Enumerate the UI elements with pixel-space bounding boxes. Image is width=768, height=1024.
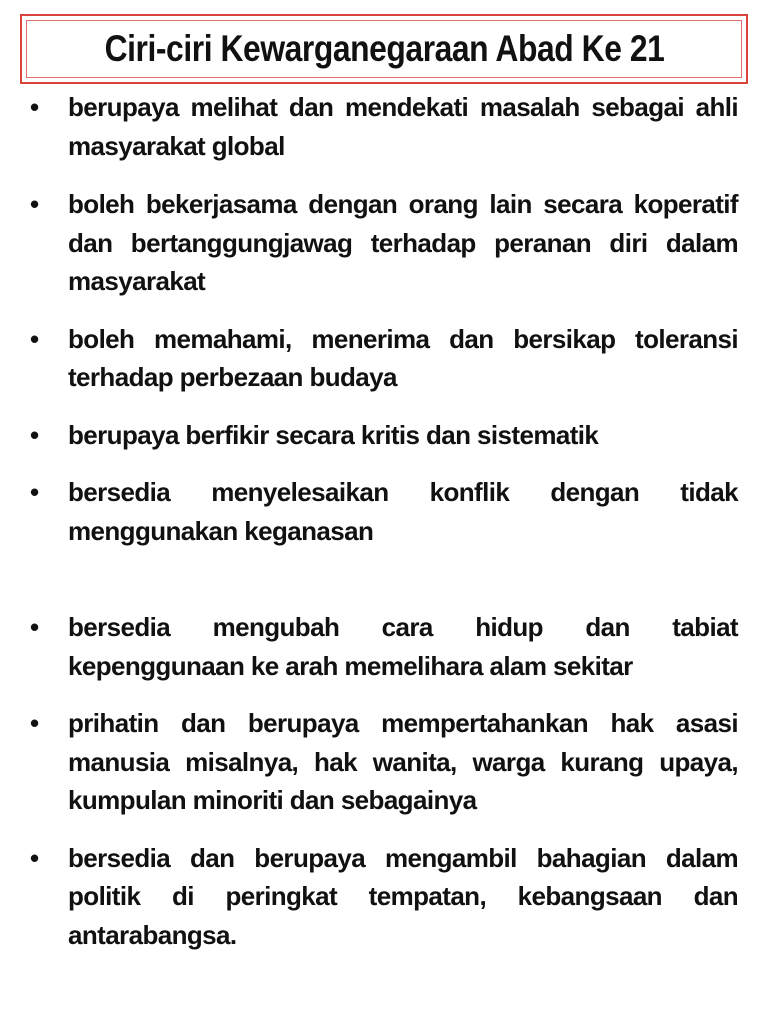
- title-frame: [20, 14, 748, 84]
- list-item-text: berupaya melihat dan mendekati masalah sebagai ahli masyarakat global: [68, 92, 738, 161]
- bullet-icon: •: [30, 842, 39, 873]
- list-item-text: boleh bekerjasama dengan orang lain secara koperatif dan bertanggungjawag terhadap peranan diri dalam masyarakat: [68, 189, 738, 296]
- list-item: [30, 473, 738, 550]
- list-item-text: bersedia menyelesaikan konflik dengan tidak menggunakan keganasan: [68, 477, 738, 546]
- list-item-text: boleh memahami, menerima dan bersikap toleransi terhadap perbezaan budaya: [68, 323, 738, 392]
- bullet-icon: •: [30, 419, 39, 450]
- bullet-icon: •: [30, 477, 39, 507]
- list-item-text: bersedia mengubah cara hidup dan tabiat kepenggunaan ke arah memelihara alam sekitar: [68, 612, 738, 681]
- bullet-icon: •: [30, 612, 39, 642]
- characteristics-list: [30, 88, 738, 954]
- title-inner-frame: [26, 20, 742, 78]
- list-item-text: bersedia dan berupaya mengambil bahagian dalam politik di peringkat tempatan, kebangsaan dan antarabangsa.: [68, 842, 738, 950]
- bullet-icon: •: [30, 92, 39, 122]
- bullet-icon: •: [30, 323, 39, 354]
- list-item: [30, 416, 738, 455]
- list-item: [30, 704, 738, 820]
- list-item: [30, 839, 738, 955]
- list-item: [30, 88, 738, 165]
- list-item-text: prihatin dan berupaya mempertahankan hak asasi manusia misalnya, hak wanita, warga kurang upaya, kumpulan minoriti dan sebagainya: [68, 708, 738, 815]
- list-item: [30, 608, 738, 685]
- page-title: Ciri-ciri Kewarganegaraan Abad Ke 21: [104, 28, 664, 69]
- list-item: [30, 320, 738, 397]
- bullet-icon: •: [30, 189, 39, 219]
- list-item: [30, 185, 738, 301]
- list-item-text: berupaya berfikir secara kritis dan sistematik: [68, 419, 599, 450]
- bullet-icon: •: [30, 708, 39, 738]
